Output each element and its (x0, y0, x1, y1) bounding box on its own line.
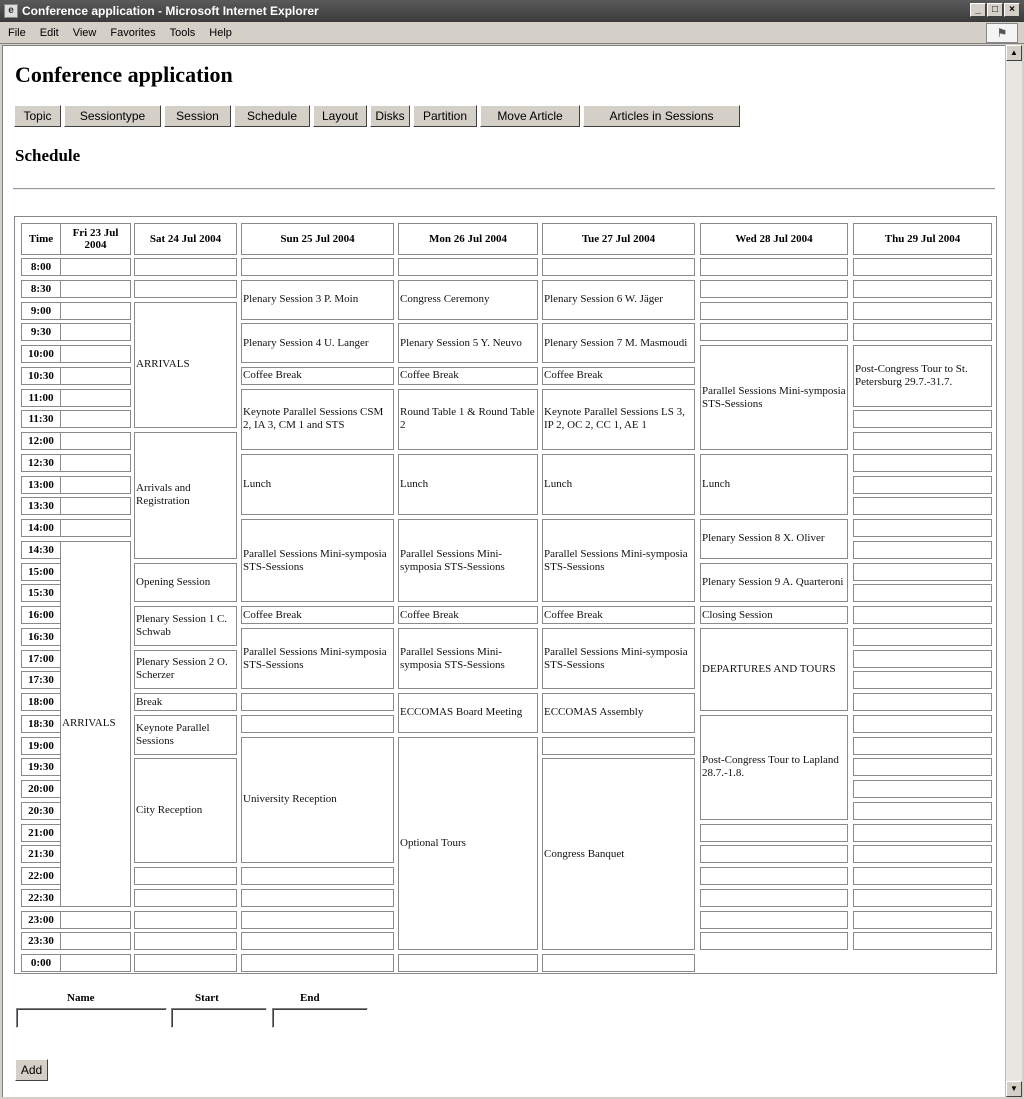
empty-slot[interactable] (700, 824, 848, 842)
time-label: 22:00 (21, 867, 61, 885)
ie-page-icon: e (4, 4, 18, 18)
empty-slot[interactable] (60, 258, 131, 276)
empty-slot[interactable] (60, 932, 131, 950)
empty-slot[interactable] (853, 911, 992, 929)
empty-slot[interactable] (60, 323, 131, 341)
schedule-event[interactable]: Coffee Break (542, 606, 695, 624)
time-label: 17:00 (21, 650, 61, 668)
schedule-event[interactable]: Parallel Sessions Mini-symposia STS-Sessions (398, 519, 538, 602)
empty-slot[interactable] (853, 824, 992, 842)
menu-help[interactable]: Help (209, 26, 232, 39)
time-label: 14:30 (21, 541, 61, 559)
schedule-event[interactable]: Coffee Break (241, 606, 394, 624)
schedule-event[interactable]: Congress Banquet (542, 758, 695, 950)
empty-slot[interactable] (853, 584, 992, 602)
time-label: 9:30 (21, 323, 61, 341)
end-input[interactable] (272, 1008, 368, 1028)
empty-slot[interactable] (60, 389, 131, 407)
time-label: 18:30 (21, 715, 61, 733)
schedule-event[interactable]: Optional Tours (398, 737, 538, 951)
empty-slot[interactable] (60, 954, 131, 972)
empty-slot[interactable] (853, 932, 992, 950)
time-label: 11:30 (21, 410, 61, 428)
window-title: Conference application - Microsoft Internet Explorer (22, 4, 319, 18)
menu-favorites[interactable]: Favorites (110, 26, 156, 39)
empty-slot[interactable] (134, 954, 237, 972)
time-label: 12:00 (21, 432, 61, 450)
empty-slot[interactable] (700, 258, 848, 276)
schedule-event[interactable]: Plenary Session 1 C. Schwab (134, 606, 237, 646)
menu-bar (0, 22, 1024, 44)
schedule-event[interactable]: Plenary Session 6 W. Jäger (542, 280, 695, 320)
empty-slot[interactable] (241, 889, 394, 907)
empty-slot[interactable] (853, 410, 992, 428)
schedule-event[interactable]: Parallel Sessions Mini-symposia STS-Sessions (542, 628, 695, 690)
empty-slot[interactable] (853, 671, 992, 689)
time-column-header: Time (21, 223, 61, 255)
time-label: 16:30 (21, 628, 61, 646)
time-label: 23:00 (21, 911, 61, 929)
nav-session-button[interactable]: Session (164, 105, 231, 127)
empty-slot[interactable] (241, 911, 394, 929)
start-label: Start (195, 992, 219, 1004)
schedule-event[interactable]: Parallel Sessions Mini-symposia STS-Sessions (700, 345, 848, 450)
menu-edit[interactable]: Edit (39, 26, 59, 39)
day-header: Fri 23 Jul 2004 (60, 223, 131, 255)
schedule-event[interactable]: Plenary Session 8 X. Oliver (700, 519, 848, 559)
schedule-event[interactable]: Parallel Sessions Mini-symposia STS-Sessions (241, 628, 394, 690)
empty-slot[interactable] (853, 302, 992, 320)
empty-slot[interactable] (134, 889, 237, 907)
empty-slot[interactable] (853, 628, 992, 646)
name-input[interactable] (16, 1008, 167, 1028)
time-label: 22:30 (21, 889, 61, 907)
empty-slot[interactable] (241, 258, 394, 276)
schedule-event[interactable]: Lunch (241, 454, 394, 516)
empty-slot[interactable] (700, 911, 848, 929)
schedule-event[interactable]: University Reception (241, 737, 394, 864)
menu-view[interactable]: View (72, 26, 97, 39)
time-label: 10:30 (21, 367, 61, 385)
add-button[interactable]: Add (15, 1059, 48, 1081)
scroll-up-icon[interactable]: ▲ (1006, 45, 1022, 61)
time-label: 15:30 (21, 584, 61, 602)
end-label: End (300, 992, 320, 1004)
schedule-event[interactable]: Break (134, 693, 237, 711)
empty-slot[interactable] (241, 954, 394, 972)
empty-slot[interactable] (700, 845, 848, 863)
empty-slot[interactable] (134, 911, 237, 929)
time-label: 15:00 (21, 563, 61, 581)
schedule-event[interactable]: Coffee Break (542, 367, 695, 385)
divider (13, 188, 995, 190)
schedule-event[interactable]: Plenary Session 3 P. Moin (241, 280, 394, 320)
empty-slot[interactable] (241, 693, 394, 711)
name-label: Name (67, 992, 95, 1004)
empty-slot[interactable] (853, 497, 992, 515)
empty-slot[interactable] (853, 758, 992, 776)
day-header: Thu 29 Jul 2004 (853, 223, 992, 255)
time-label: 18:00 (21, 693, 61, 711)
schedule-event[interactable]: Plenary Session 5 Y. Neuvo (398, 323, 538, 363)
empty-slot[interactable] (700, 889, 848, 907)
schedule-table (14, 216, 997, 974)
time-label: 10:00 (21, 345, 61, 363)
vertical-scrollbar[interactable] (1005, 45, 1022, 1097)
empty-slot[interactable] (853, 715, 992, 733)
nav-schedule-button[interactable]: Schedule (234, 105, 310, 127)
empty-slot[interactable] (60, 497, 131, 515)
windows-logo-icon: ⚑ (986, 23, 1018, 43)
time-label: 8:30 (21, 280, 61, 298)
empty-slot[interactable] (60, 519, 131, 537)
empty-slot[interactable] (853, 780, 992, 798)
schedule-event[interactable]: DEPARTURES AND TOURS (700, 628, 848, 711)
empty-slot[interactable] (853, 737, 992, 755)
time-label: 13:00 (21, 476, 61, 494)
time-label: 13:30 (21, 497, 61, 515)
schedule-event[interactable]: Lunch (398, 454, 538, 516)
empty-slot[interactable] (60, 476, 131, 494)
time-label: 12:30 (21, 454, 61, 472)
empty-slot[interactable] (542, 737, 695, 755)
section-heading: Schedule (15, 146, 81, 165)
nav-move-article-button[interactable]: Move Article (480, 105, 580, 127)
schedule-event[interactable]: Coffee Break (241, 367, 394, 385)
day-header: Wed 28 Jul 2004 (700, 223, 848, 255)
empty-slot[interactable] (853, 802, 992, 820)
schedule-event[interactable]: Coffee Break (398, 606, 538, 624)
empty-slot[interactable] (853, 606, 992, 624)
empty-slot[interactable] (853, 258, 992, 276)
empty-slot[interactable] (700, 323, 848, 341)
schedule-event[interactable]: Plenary Session 2 O. Scherzer (134, 650, 237, 690)
schedule-event[interactable]: Parallel Sessions Mini-symposia STS-Sessions (542, 519, 695, 602)
empty-slot[interactable] (134, 280, 237, 298)
page-viewport (2, 45, 1005, 1097)
schedule-event[interactable]: Keynote Parallel Sessions CSM 2, IA 3, CM 1 and STS (241, 389, 394, 451)
empty-slot[interactable] (241, 867, 394, 885)
day-header: Sat 24 Jul 2004 (134, 223, 237, 255)
maximize-button[interactable]: □ (987, 3, 1003, 17)
schedule-event[interactable]: Round Table 1 & Round Table 2 (398, 389, 538, 451)
time-label: 8:00 (21, 258, 61, 276)
nav-topic-button[interactable]: Topic (14, 105, 61, 127)
schedule-event[interactable]: ARRIVALS (60, 541, 131, 907)
schedule-event[interactable]: City Reception (134, 758, 237, 863)
empty-slot[interactable] (60, 302, 131, 320)
schedule-event[interactable]: Parallel Sessions Mini-symposia STS-Sessions (398, 628, 538, 690)
empty-slot[interactable] (542, 258, 695, 276)
menu-tools[interactable]: Tools (169, 26, 196, 39)
empty-slot[interactable] (853, 889, 992, 907)
empty-slot[interactable] (60, 367, 131, 385)
empty-slot[interactable] (60, 454, 131, 472)
empty-slot[interactable] (60, 280, 131, 298)
empty-slot[interactable] (60, 432, 131, 450)
nav-disks-button[interactable]: Disks (370, 105, 410, 127)
schedule-event[interactable]: Coffee Break (398, 367, 538, 385)
nav-bar (14, 105, 743, 127)
time-label: 21:30 (21, 845, 61, 863)
start-input[interactable] (171, 1008, 267, 1028)
menu-file[interactable]: File (8, 26, 26, 39)
empty-slot[interactable] (134, 867, 237, 885)
schedule-event[interactable]: ECCOMAS Board Meeting (398, 693, 538, 733)
empty-slot[interactable] (60, 345, 131, 363)
empty-slot[interactable] (60, 911, 131, 929)
schedule-event[interactable]: Opening Session (134, 563, 237, 603)
empty-slot[interactable] (542, 954, 695, 972)
empty-slot[interactable] (700, 932, 848, 950)
empty-slot[interactable] (853, 323, 992, 341)
time-label: 17:30 (21, 671, 61, 689)
schedule-event[interactable]: Parallel Sessions Mini-symposia STS-Sessions (241, 519, 394, 602)
nav-sessiontype-button[interactable]: Sessiontype (64, 105, 161, 127)
day-header: Sun 25 Jul 2004 (241, 223, 394, 255)
time-label: 11:00 (21, 389, 61, 407)
empty-slot[interactable] (853, 519, 992, 537)
empty-slot[interactable] (60, 410, 131, 428)
time-label: 9:00 (21, 302, 61, 320)
day-header: Tue 27 Jul 2004 (542, 223, 695, 255)
window-titlebar (0, 0, 1024, 22)
empty-slot[interactable] (241, 932, 394, 950)
schedule-event[interactable]: Keynote Parallel Sessions LS 3, IP 2, OC 2, CC 1, AE 1 (542, 389, 695, 451)
schedule-event[interactable]: Closing Session (700, 606, 848, 624)
empty-slot[interactable] (853, 693, 992, 711)
empty-slot[interactable] (853, 476, 992, 494)
time-label: 16:00 (21, 606, 61, 624)
schedule-event[interactable]: Arrivals and Registration (134, 432, 237, 559)
schedule-event[interactable]: Post-Congress Tour to St. Petersburg 29.7.-31.7. (853, 345, 992, 407)
schedule-event[interactable]: Plenary Session 9 A. Quarteroni (700, 563, 848, 603)
empty-slot[interactable] (398, 954, 538, 972)
schedule-event[interactable]: Post-Congress Tour to Lapland 28.7.-1.8. (700, 715, 848, 820)
time-label: 19:30 (21, 758, 61, 776)
schedule-event[interactable]: ARRIVALS (134, 302, 237, 429)
time-label: 21:00 (21, 824, 61, 842)
time-label: 19:00 (21, 737, 61, 755)
schedule-event[interactable]: Plenary Session 4 U. Langer (241, 323, 394, 363)
scroll-down-icon[interactable]: ▼ (1006, 1081, 1022, 1097)
empty-slot[interactable] (853, 867, 992, 885)
nav-layout-button[interactable]: Layout (313, 105, 367, 127)
time-label: 0:00 (21, 954, 61, 972)
empty-slot[interactable] (134, 258, 237, 276)
empty-slot[interactable] (853, 650, 992, 668)
empty-slot[interactable] (853, 845, 992, 863)
schedule-event[interactable]: Keynote Parallel Sessions (134, 715, 237, 755)
empty-slot[interactable] (853, 563, 992, 581)
empty-slot[interactable] (134, 932, 237, 950)
schedule-event[interactable]: ECCOMAS Assembly (542, 693, 695, 733)
time-label: 14:00 (21, 519, 61, 537)
empty-slot[interactable] (700, 302, 848, 320)
minimize-button[interactable]: _ (970, 3, 986, 17)
nav-articles-in-sessions-button[interactable]: Articles in Sessions (583, 105, 740, 127)
schedule-event[interactable]: Congress Ceremony (398, 280, 538, 320)
empty-slot[interactable] (853, 541, 992, 559)
schedule-event[interactable]: Lunch (542, 454, 695, 516)
empty-slot[interactable] (700, 280, 848, 298)
time-label: 23:30 (21, 932, 61, 950)
empty-slot[interactable] (853, 280, 992, 298)
day-header: Mon 26 Jul 2004 (398, 223, 538, 255)
empty-slot[interactable] (853, 454, 992, 472)
schedule-event[interactable]: Plenary Session 7 M. Masmoudi (542, 323, 695, 363)
page-title: Conference application (15, 62, 233, 87)
empty-slot[interactable] (853, 432, 992, 450)
time-label: 20:00 (21, 780, 61, 798)
empty-slot[interactable] (241, 715, 394, 733)
schedule-event[interactable]: Lunch (700, 454, 848, 516)
empty-slot[interactable] (700, 867, 848, 885)
close-button[interactable]: × (1004, 3, 1020, 17)
empty-slot[interactable] (398, 258, 538, 276)
time-label: 20:30 (21, 802, 61, 820)
nav-partition-button[interactable]: Partition (413, 105, 477, 127)
